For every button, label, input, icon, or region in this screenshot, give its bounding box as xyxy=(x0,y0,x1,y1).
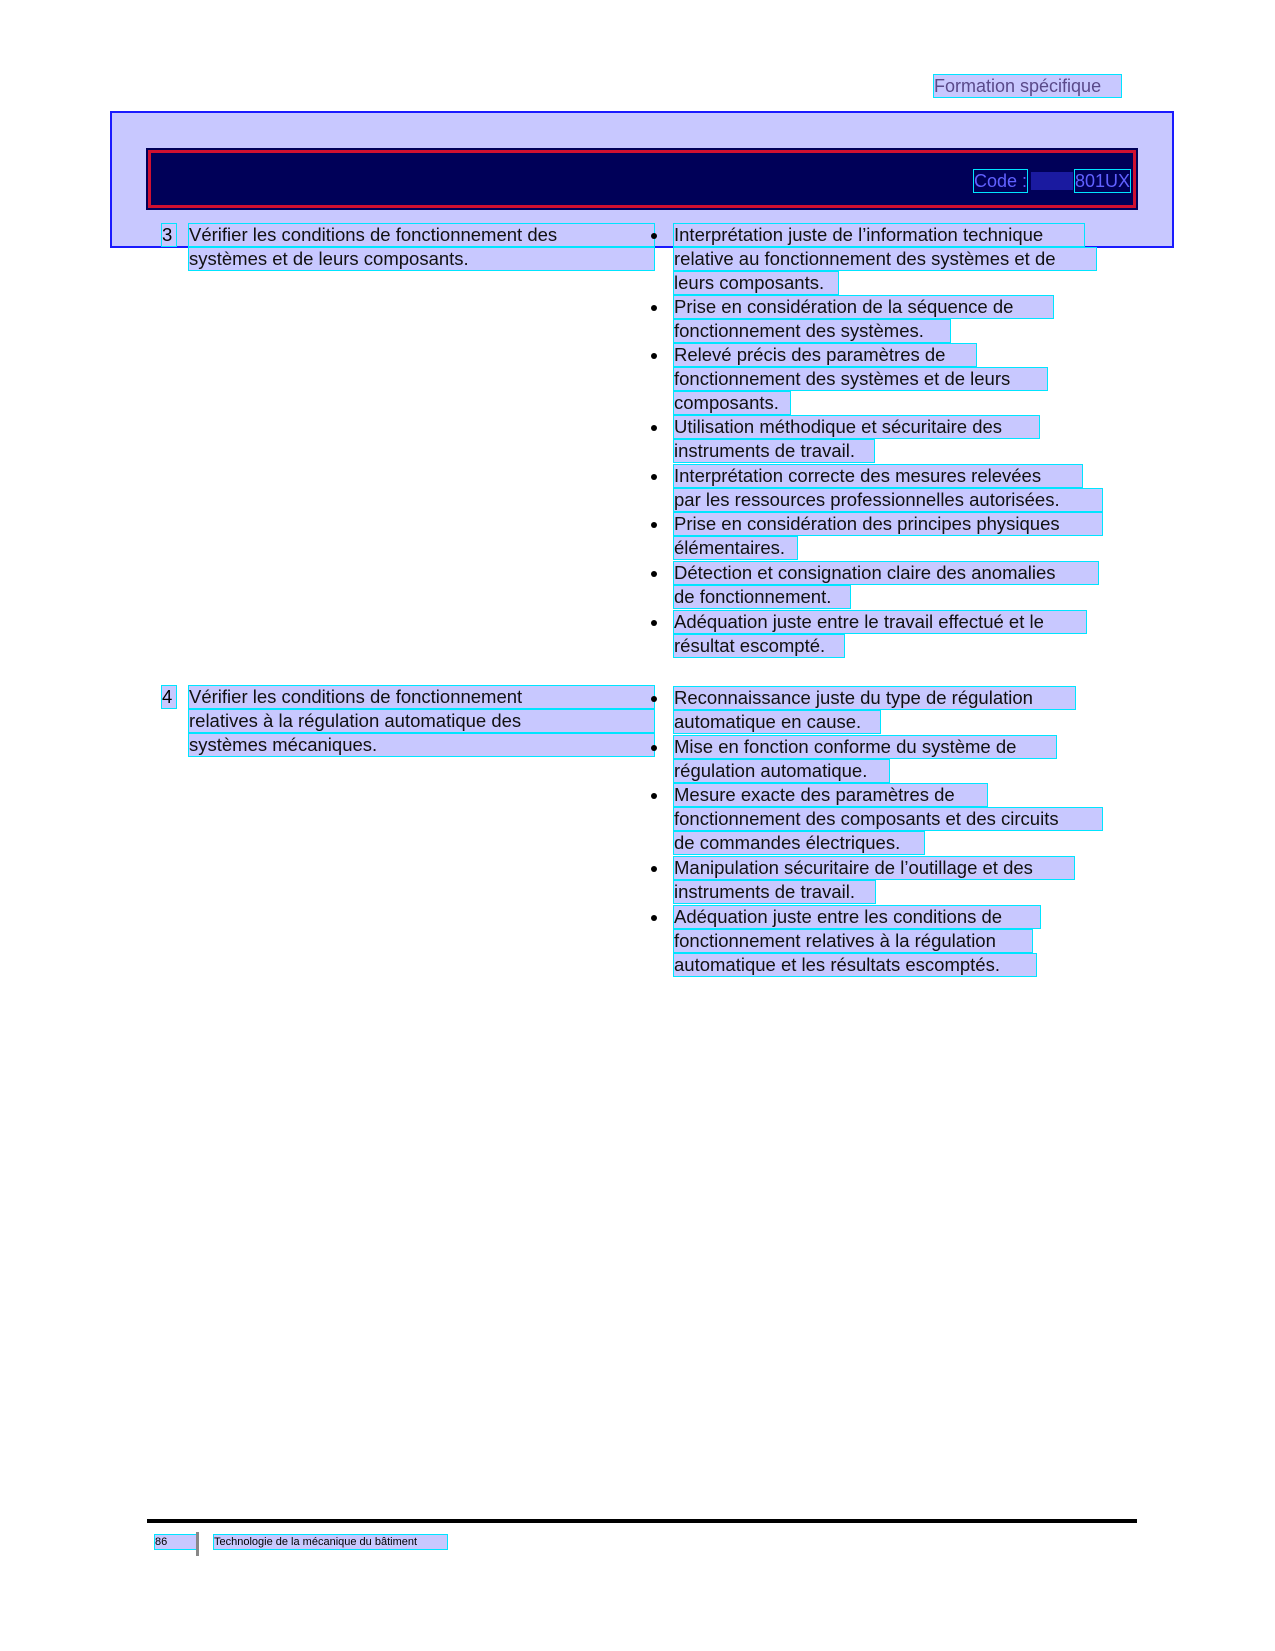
section-title: Formation spécifique xyxy=(934,75,1121,97)
criterion-line: fonctionnement des composants et des circuits xyxy=(674,808,1102,830)
criterion-line: fonctionnement des systèmes. xyxy=(674,320,950,342)
element-text-line: systèmes et de leurs composants. xyxy=(189,248,654,270)
bullet-icon xyxy=(651,425,657,431)
criterion-line: Adéquation juste entre le travail effectué et le xyxy=(674,611,1086,633)
bullet-icon xyxy=(651,353,657,359)
code-label: Code : xyxy=(974,171,1028,191)
bullet-icon xyxy=(651,866,657,872)
bullet-icon xyxy=(651,305,657,311)
criterion-line: instruments de travail. xyxy=(674,440,874,462)
element-number: 4 xyxy=(162,686,176,708)
bullet-icon xyxy=(651,233,657,239)
bullet-icon xyxy=(651,745,657,751)
criterion-line: résultat escompté. xyxy=(674,635,844,657)
footer-rule xyxy=(147,1519,1137,1523)
criterion-line: élémentaires. xyxy=(674,537,797,559)
element-text-line: relatives à la régulation automatique des xyxy=(189,710,654,732)
bullet-icon xyxy=(651,522,657,528)
criterion-line: relative au fonctionnement des systèmes et de xyxy=(674,248,1096,270)
element-number: 3 xyxy=(162,224,176,246)
criterion-line: Utilisation méthodique et sécuritaire des xyxy=(674,416,1039,438)
element-text-line: Vérifier les conditions de fonctionnement des xyxy=(189,224,654,246)
bullet-icon xyxy=(651,571,657,577)
criterion-line: Manipulation sécuritaire de l’outillage et des xyxy=(674,857,1074,879)
criterion-line: Mesure exacte des paramètres de xyxy=(674,784,987,806)
criterion-line: fonctionnement relatives à la régulation xyxy=(674,930,1032,952)
criterion-line: Mise en fonction conforme du système de xyxy=(674,736,1056,758)
bullet-icon xyxy=(651,696,657,702)
criterion-line: Détection et consignation claire des anomalies xyxy=(674,562,1098,584)
document-title: Technologie de la mécanique du bâtiment xyxy=(214,1535,447,1549)
element-text-line: Vérifier les conditions de fonctionnement xyxy=(189,686,654,708)
criterion-line: Interprétation juste de l’information technique xyxy=(674,224,1084,246)
criterion-line: composants. xyxy=(674,392,790,414)
criterion-line: fonctionnement des systèmes et de leurs xyxy=(674,368,1047,390)
criterion-line: automatique et les résultats escomptés. xyxy=(674,954,1036,976)
criterion-line: par les ressources professionnelles autorisées. xyxy=(674,489,1102,511)
criterion-line: Relevé précis des paramètres de xyxy=(674,344,976,366)
criterion-line: Interprétation correcte des mesures relevées xyxy=(674,465,1082,487)
bullet-icon xyxy=(651,915,657,921)
criterion-line: instruments de travail. xyxy=(674,881,875,903)
criterion-line: Adéquation juste entre les conditions de xyxy=(674,906,1040,928)
criterion-line: Prise en considération de la séquence de xyxy=(674,296,1053,318)
element-text-line: systèmes mécaniques. xyxy=(189,734,654,756)
criterion-line: régulation automatique. xyxy=(674,760,889,782)
criterion-line: Reconnaissance juste du type de régulation xyxy=(674,687,1075,709)
bullet-icon xyxy=(651,474,657,480)
criterion-line: Prise en considération des principes physiques xyxy=(674,513,1102,535)
bullet-icon xyxy=(651,620,657,626)
criterion-line: de fonctionnement. xyxy=(674,586,850,608)
page-number: 86 xyxy=(155,1535,197,1549)
criterion-line: de commandes électriques. xyxy=(674,832,924,854)
code-separator xyxy=(1031,172,1073,190)
criterion-line: leurs composants. xyxy=(674,272,838,294)
code-value: 801UX xyxy=(1075,171,1131,191)
footer-separator xyxy=(196,1532,199,1556)
criterion-line: automatique en cause. xyxy=(674,711,880,733)
bullet-icon xyxy=(651,793,657,799)
